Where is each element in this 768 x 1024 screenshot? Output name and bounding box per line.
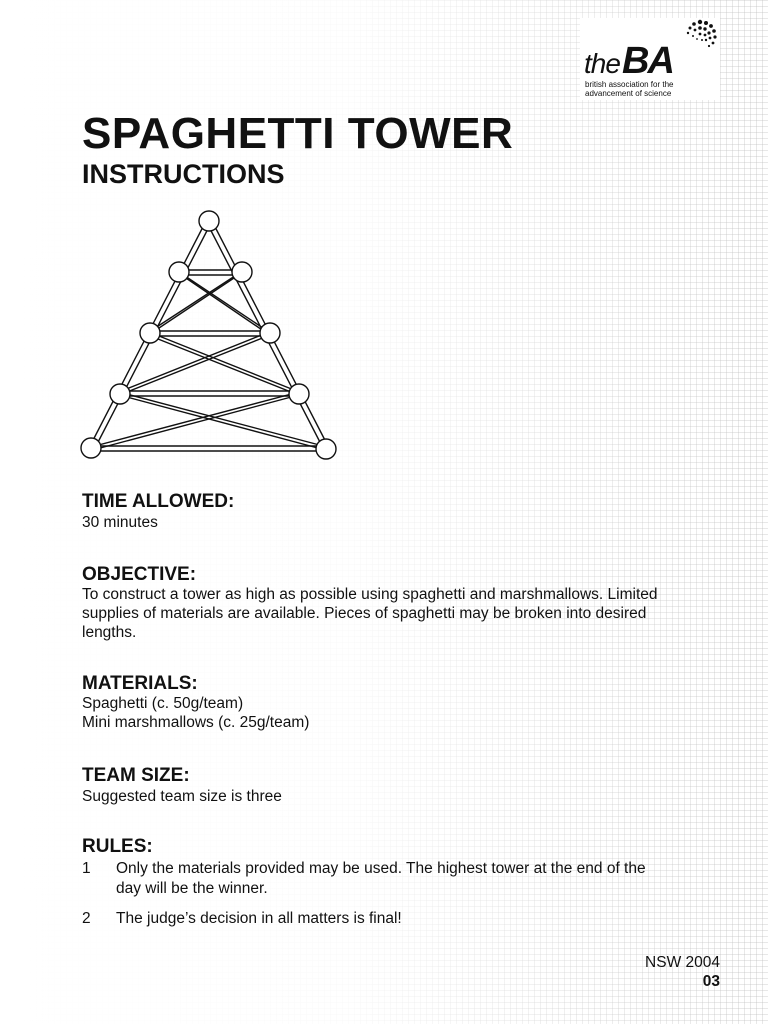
team-size-text: Suggested team size is three	[82, 788, 282, 805]
rule-text-line1: Only the materials provided may be used. The highest tower at the end of the	[116, 860, 646, 877]
ba-logo	[580, 18, 720, 100]
page-number: 03	[702, 973, 720, 990]
marshmallow-joints	[81, 211, 336, 459]
logo-the: the	[584, 48, 620, 79]
marshmallow	[316, 439, 336, 459]
page-subtitle: INSTRUCTIONS	[82, 159, 285, 189]
marshmallow	[199, 211, 219, 231]
logo-ba: BA	[622, 40, 673, 82]
dots-icon	[680, 18, 720, 52]
objective-line2: supplies of materials are available. Pieces of spaghetti may be broken into desired	[82, 605, 647, 622]
marshmallow	[140, 323, 160, 343]
time-allowed-text: 30 minutes	[82, 514, 158, 531]
rule-number: 2	[82, 910, 91, 927]
marshmallow	[232, 262, 252, 282]
footer	[645, 953, 720, 991]
team-size-heading: TEAM SIZE:	[82, 765, 190, 786]
objective-line3: lengths.	[82, 624, 137, 641]
rule-text-line1: The judge’s decision in all matters is final!	[116, 910, 402, 927]
marshmallow	[169, 262, 189, 282]
materials-item: Mini marshmallows (c. 25g/team)	[82, 714, 310, 731]
marshmallow	[81, 438, 101, 458]
materials-item: Spaghetti (c. 50g/team)	[82, 695, 244, 712]
materials-heading: MATERIALS:	[82, 673, 198, 694]
marshmallow	[260, 323, 280, 343]
footer-code: NSW 2004	[645, 954, 720, 971]
rule-item	[82, 859, 722, 898]
marshmallow	[289, 384, 309, 404]
objective-heading: OBJECTIVE:	[82, 564, 197, 585]
logo-tagline-line2: advancement of science	[585, 89, 672, 98]
tower-diagram	[78, 208, 338, 464]
marshmallow	[110, 384, 130, 404]
rule-item	[82, 909, 722, 929]
time-allowed-heading: TIME ALLOWED:	[82, 491, 235, 512]
logo-tagline-line1: british association for the	[585, 80, 674, 89]
rules-heading: RULES:	[82, 836, 153, 857]
objective-line1: To construct a tower as high as possible using spaghetti and marshmallows. Limited	[82, 586, 658, 603]
spaghetti-struts	[89, 221, 329, 451]
page-title: SPAGHETTI TOWER	[82, 109, 514, 158]
rule-number: 1	[82, 860, 91, 877]
rule-text-line2: day will be the winner.	[116, 879, 268, 897]
